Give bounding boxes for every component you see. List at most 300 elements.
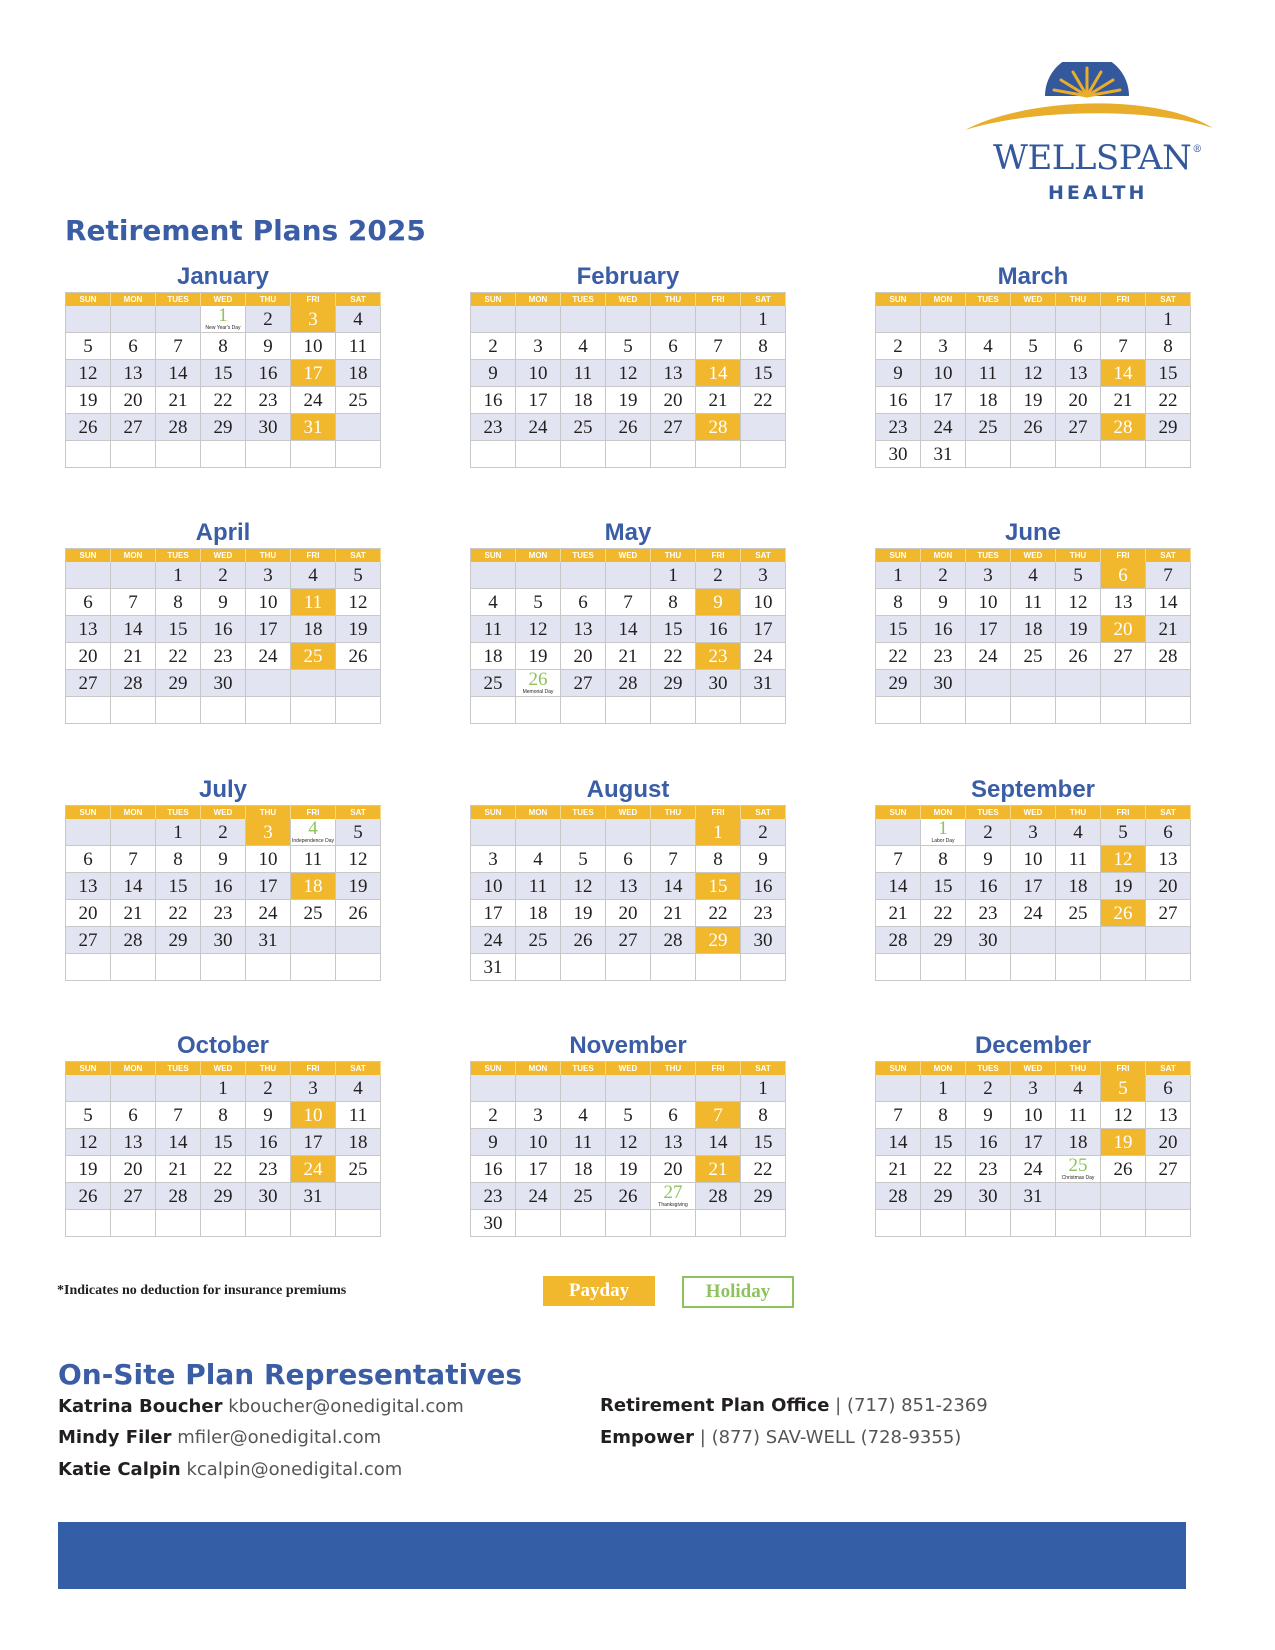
day-header: SAT	[741, 806, 786, 819]
empty-cell	[696, 306, 741, 333]
day-cell: 28	[111, 927, 156, 954]
day-cell: 22	[741, 387, 786, 414]
day-cell: 23	[921, 643, 966, 670]
day-cell: 22	[921, 900, 966, 927]
day-cell: 9	[246, 1102, 291, 1129]
day-cell: 17	[741, 616, 786, 643]
empty-cell	[606, 306, 651, 333]
day-cell: 19	[66, 1156, 111, 1183]
day-cell: 5	[561, 846, 606, 873]
day-cell: 1	[1146, 306, 1191, 333]
empty-cell	[291, 697, 336, 724]
empty-cell	[516, 819, 561, 846]
day-header: MON	[111, 293, 156, 306]
day-cell: 3	[246, 562, 291, 589]
day-header: SAT	[741, 549, 786, 562]
day-header: FRI	[291, 549, 336, 562]
empty-cell	[336, 414, 381, 441]
day-cell: 21	[156, 387, 201, 414]
empty-cell	[696, 441, 741, 468]
empty-cell	[921, 697, 966, 724]
page-title: Retirement Plans 2025	[65, 214, 426, 247]
contact-empower	[600, 1427, 961, 1448]
day-cell: 21	[111, 643, 156, 670]
empty-cell	[1101, 927, 1146, 954]
day-cell: 21	[111, 900, 156, 927]
day-cell: 21	[876, 900, 921, 927]
day-header: THU	[1056, 806, 1101, 819]
day-cell: 3	[1011, 819, 1056, 846]
day-cell: 13	[111, 360, 156, 387]
day-cell: 17	[471, 900, 516, 927]
empty-cell	[111, 441, 156, 468]
day-cell: 28	[696, 1183, 741, 1210]
sun-logo-icon	[965, 62, 1225, 142]
day-cell: 6	[111, 333, 156, 360]
day-cell: 9	[471, 1129, 516, 1156]
day-cell: 18	[336, 360, 381, 387]
day-cell: 2	[471, 333, 516, 360]
day-header: TUES	[156, 1062, 201, 1075]
month-grid	[875, 548, 1191, 724]
day-cell: 27	[111, 1183, 156, 1210]
day-cell: 17	[246, 616, 291, 643]
day-header: MON	[111, 806, 156, 819]
month-grid	[65, 1061, 381, 1237]
day-cell: 13	[1146, 846, 1191, 873]
day-cell: 6	[606, 846, 651, 873]
day-cell: 28	[876, 927, 921, 954]
month-april	[65, 518, 381, 724]
empty-cell	[471, 441, 516, 468]
day-cell: 10	[921, 360, 966, 387]
day-cell: 15	[741, 1129, 786, 1156]
empty-cell	[651, 1210, 696, 1237]
day-cell: 24	[921, 414, 966, 441]
day-cell: 10	[1011, 1102, 1056, 1129]
day-cell: 28	[1146, 643, 1191, 670]
rep-email[interactable]: mfiler@onedigital.com	[177, 1427, 382, 1448]
day-cell: 29	[156, 670, 201, 697]
day-cell: 8	[741, 1102, 786, 1129]
empty-cell	[1146, 1183, 1191, 1210]
day-cell: 4	[516, 846, 561, 873]
day-cell: 6	[111, 1102, 156, 1129]
day-cell: 5	[66, 333, 111, 360]
day-header: THU	[651, 1062, 696, 1075]
day-cell: 13	[1146, 1102, 1191, 1129]
empty-cell	[336, 697, 381, 724]
day-cell: 1	[921, 1075, 966, 1102]
empty-cell	[651, 441, 696, 468]
day-cell: 9	[741, 846, 786, 873]
day-cell: 22	[696, 900, 741, 927]
empty-cell	[516, 954, 561, 981]
day-cell: 2	[201, 562, 246, 589]
day-header: WED	[1011, 293, 1056, 306]
day-cell: 8	[741, 333, 786, 360]
day-cell: 15	[201, 360, 246, 387]
day-header: SUN	[66, 806, 111, 819]
day-cell: 17	[516, 387, 561, 414]
day-cell: 24	[1011, 900, 1056, 927]
day-cell: 22	[201, 1156, 246, 1183]
rep-katrina	[58, 1396, 464, 1417]
day-header: SAT	[336, 549, 381, 562]
day-cell: 29	[876, 670, 921, 697]
day-cell: 29	[1146, 414, 1191, 441]
day-cell: 1	[741, 306, 786, 333]
day-cell: 14	[111, 616, 156, 643]
day-header: WED	[201, 1062, 246, 1075]
day-header: SUN	[876, 293, 921, 306]
day-cell: 27	[651, 414, 696, 441]
day-cell: 19	[1056, 616, 1101, 643]
empty-cell	[921, 306, 966, 333]
month-name: January	[176, 263, 270, 290]
day-cell: 7	[1146, 562, 1191, 589]
day-header: SUN	[876, 1062, 921, 1075]
empty-cell	[66, 441, 111, 468]
empty-cell	[1011, 441, 1056, 468]
day-header: MON	[516, 293, 561, 306]
day-cell: 21	[606, 643, 651, 670]
day-cell: 23	[246, 387, 291, 414]
day-cell: 16	[471, 387, 516, 414]
day-header: WED	[606, 1062, 651, 1075]
day-cell: 27	[1056, 414, 1101, 441]
month-name: March	[997, 263, 1069, 290]
day-header: FRI	[1101, 1062, 1146, 1075]
empty-cell	[201, 954, 246, 981]
day-cell: 3	[966, 562, 1011, 589]
empty-cell	[471, 306, 516, 333]
day-cell: 10	[471, 873, 516, 900]
empty-cell	[66, 306, 111, 333]
day-cell: 8	[696, 846, 741, 873]
day-cell: 23	[966, 1156, 1011, 1183]
day-cell: 15	[201, 1129, 246, 1156]
empty-cell	[1011, 697, 1056, 724]
day-cell: 12	[1011, 360, 1056, 387]
holiday-cell: 1 Labor Day	[921, 819, 966, 846]
day-cell: 1	[741, 1075, 786, 1102]
day-header: MON	[921, 1062, 966, 1075]
day-cell: 28	[156, 414, 201, 441]
day-cell: 27	[1146, 1156, 1191, 1183]
payday-cell: 20	[1101, 616, 1146, 643]
day-header: FRI	[1101, 806, 1146, 819]
empty-cell	[516, 441, 561, 468]
empty-cell	[966, 1210, 1011, 1237]
empty-cell	[336, 1210, 381, 1237]
day-cell: 6	[651, 333, 696, 360]
contact-phone[interactable]: (717) 851-2369	[846, 1395, 988, 1416]
day-cell: 13	[1056, 360, 1101, 387]
day-cell: 12	[606, 360, 651, 387]
day-cell: 3	[1011, 1075, 1056, 1102]
empty-cell	[876, 819, 921, 846]
day-cell: 8	[201, 1102, 246, 1129]
day-cell: 2	[876, 333, 921, 360]
day-header: TUES	[966, 806, 1011, 819]
payday-cell: 28	[1101, 414, 1146, 441]
payday-cell: 15	[696, 873, 741, 900]
empty-cell	[651, 306, 696, 333]
day-cell: 26	[1011, 414, 1056, 441]
empty-cell	[651, 954, 696, 981]
day-header: MON	[921, 293, 966, 306]
day-cell: 10	[516, 1129, 561, 1156]
day-cell: 16	[246, 1129, 291, 1156]
empty-cell	[1101, 441, 1146, 468]
empty-cell	[921, 954, 966, 981]
day-cell: 21	[876, 1156, 921, 1183]
day-header: TUES	[561, 549, 606, 562]
day-cell: 16	[201, 873, 246, 900]
day-cell: 30	[201, 927, 246, 954]
day-cell: 12	[516, 616, 561, 643]
month-name: June	[1004, 519, 1061, 546]
payday-cell: 23	[696, 643, 741, 670]
day-cell: 19	[1101, 873, 1146, 900]
day-header: TUES	[156, 806, 201, 819]
footer-bar	[58, 1522, 1186, 1589]
month-march	[875, 262, 1191, 468]
day-header: SUN	[876, 806, 921, 819]
day-cell: 2	[966, 1075, 1011, 1102]
day-cell: 22	[156, 643, 201, 670]
day-cell: 13	[1101, 589, 1146, 616]
day-cell: 20	[66, 900, 111, 927]
day-cell: 23	[201, 643, 246, 670]
empty-cell	[1011, 1210, 1056, 1237]
day-cell: 10	[1011, 846, 1056, 873]
day-cell: 8	[156, 589, 201, 616]
day-cell: 23	[246, 1156, 291, 1183]
empty-cell	[1011, 306, 1056, 333]
day-cell: 14	[156, 360, 201, 387]
day-cell: 11	[1011, 589, 1056, 616]
day-cell: 27	[606, 927, 651, 954]
day-cell: 2	[921, 562, 966, 589]
empty-cell	[696, 1075, 741, 1102]
day-cell: 19	[66, 387, 111, 414]
day-cell: 14	[696, 1129, 741, 1156]
empty-cell	[561, 306, 606, 333]
day-header: THU	[1056, 293, 1101, 306]
day-header: FRI	[696, 293, 741, 306]
day-cell: 9	[966, 1102, 1011, 1129]
day-cell: 22	[1146, 387, 1191, 414]
empty-cell	[156, 697, 201, 724]
day-cell: 20	[561, 643, 606, 670]
day-cell: 19	[606, 387, 651, 414]
day-cell: 9	[201, 846, 246, 873]
day-cell: 11	[336, 1102, 381, 1129]
day-cell: 2	[246, 306, 291, 333]
day-cell: 12	[1056, 589, 1101, 616]
logo-wordmark: WELLSPAN®	[993, 138, 1202, 178]
day-cell: 8	[921, 1102, 966, 1129]
day-header: TUES	[561, 293, 606, 306]
day-cell: 7	[606, 589, 651, 616]
month-grid	[470, 292, 786, 468]
day-header: SUN	[66, 293, 111, 306]
holiday-label: Thanksgiving	[658, 1202, 688, 1208]
rep-email[interactable]: kboucher@onedigital.com	[228, 1396, 464, 1417]
day-cell: 3	[516, 1102, 561, 1129]
holiday-label: New Year's Day	[205, 325, 241, 331]
day-cell: 30	[876, 441, 921, 468]
rep-email[interactable]: kcalpin@onedigital.com	[186, 1459, 403, 1480]
empty-cell	[561, 954, 606, 981]
day-cell: 24	[246, 900, 291, 927]
day-cell: 2	[966, 819, 1011, 846]
day-header: FRI	[696, 1062, 741, 1075]
day-cell: 19	[606, 1156, 651, 1183]
day-header: SUN	[471, 549, 516, 562]
empty-cell	[291, 954, 336, 981]
contact-name: Empower	[600, 1427, 695, 1448]
day-cell: 26	[561, 927, 606, 954]
day-cell: 8	[201, 333, 246, 360]
day-cell: 25	[336, 387, 381, 414]
day-header: THU	[246, 293, 291, 306]
day-cell: 21	[651, 900, 696, 927]
rep-katie	[58, 1459, 402, 1480]
day-header: SUN	[66, 549, 111, 562]
day-header: SAT	[741, 293, 786, 306]
empty-cell	[246, 441, 291, 468]
month-grid	[470, 548, 786, 724]
empty-cell	[1146, 954, 1191, 981]
empty-cell	[966, 670, 1011, 697]
day-cell: 26	[1101, 1156, 1146, 1183]
empty-cell	[111, 306, 156, 333]
day-cell: 7	[876, 846, 921, 873]
day-header: MON	[111, 1062, 156, 1075]
empty-cell	[156, 954, 201, 981]
payday-cell: 25	[291, 643, 336, 670]
payday-cell: 14	[1101, 360, 1146, 387]
day-cell: 28	[111, 670, 156, 697]
day-header: WED	[1011, 549, 1056, 562]
logo-subtitle: HEALTH	[1048, 182, 1148, 204]
empty-cell	[471, 1075, 516, 1102]
day-header: FRI	[696, 549, 741, 562]
month-grid	[470, 805, 786, 981]
day-header: THU	[246, 1062, 291, 1075]
day-cell: 10	[246, 589, 291, 616]
payday-cell: 28	[696, 414, 741, 441]
day-header: TUES	[966, 549, 1011, 562]
day-cell: 27	[561, 670, 606, 697]
day-cell: 4	[1056, 1075, 1101, 1102]
day-cell: 25	[1056, 900, 1101, 927]
empty-cell	[1101, 670, 1146, 697]
day-cell: 20	[651, 1156, 696, 1183]
payday-cell: 18	[291, 873, 336, 900]
day-cell: 4	[291, 562, 336, 589]
day-cell: 29	[741, 1183, 786, 1210]
empty-cell	[246, 697, 291, 724]
empty-cell	[966, 441, 1011, 468]
day-cell: 25	[471, 670, 516, 697]
month-name: November	[569, 1032, 687, 1059]
insurance-note: *Indicates no deduction for insurance premiums	[57, 1283, 347, 1298]
day-cell: 13	[111, 1129, 156, 1156]
day-cell: 25	[561, 414, 606, 441]
day-header: THU	[1056, 1062, 1101, 1075]
empty-cell	[1101, 306, 1146, 333]
day-cell: 17	[921, 387, 966, 414]
day-cell: 14	[606, 616, 651, 643]
day-cell: 13	[606, 873, 651, 900]
empty-cell	[291, 927, 336, 954]
month-january	[65, 262, 381, 468]
day-cell: 26	[66, 414, 111, 441]
empty-cell	[111, 1210, 156, 1237]
empty-cell	[606, 819, 651, 846]
day-cell: 4	[336, 1075, 381, 1102]
day-cell: 6	[1146, 819, 1191, 846]
payday-cell: 21	[696, 1156, 741, 1183]
day-cell: 15	[156, 616, 201, 643]
day-cell: 31	[741, 670, 786, 697]
day-cell: 19	[1011, 387, 1056, 414]
day-cell: 10	[291, 333, 336, 360]
day-cell: 14	[1146, 589, 1191, 616]
day-cell: 25	[291, 900, 336, 927]
payday-cell: 7	[696, 1102, 741, 1129]
day-cell: 23	[201, 900, 246, 927]
day-cell: 1	[651, 562, 696, 589]
day-cell: 9	[876, 360, 921, 387]
holiday-cell: 1 New Year's Day	[201, 306, 246, 333]
day-cell: 30	[966, 1183, 1011, 1210]
day-header: WED	[1011, 806, 1056, 819]
day-cell: 4	[561, 333, 606, 360]
rep-name: Katrina Boucher	[58, 1396, 223, 1417]
day-cell: 4	[471, 589, 516, 616]
contact-phone[interactable]: (877) SAV-WELL (728-9355)	[711, 1427, 962, 1448]
day-cell: 15	[876, 616, 921, 643]
day-cell: 25	[561, 1183, 606, 1210]
day-cell: 5	[336, 819, 381, 846]
day-cell: 12	[336, 589, 381, 616]
holiday-label: Independence Day	[292, 838, 334, 844]
holiday-cell: 4 Independence Day	[291, 819, 336, 846]
empty-cell	[606, 1075, 651, 1102]
empty-cell	[156, 306, 201, 333]
day-header: WED	[201, 293, 246, 306]
day-cell: 10	[966, 589, 1011, 616]
month-name: April	[195, 519, 251, 546]
empty-cell	[651, 1075, 696, 1102]
day-cell: 27	[66, 670, 111, 697]
day-cell: 22	[651, 643, 696, 670]
day-cell: 11	[516, 873, 561, 900]
empty-cell	[561, 697, 606, 724]
day-cell: 8	[156, 846, 201, 873]
empty-cell	[471, 697, 516, 724]
day-cell: 24	[291, 387, 336, 414]
day-header: SAT	[336, 806, 381, 819]
day-cell: 24	[966, 643, 1011, 670]
day-cell: 20	[111, 1156, 156, 1183]
day-cell: 17	[1011, 1129, 1056, 1156]
